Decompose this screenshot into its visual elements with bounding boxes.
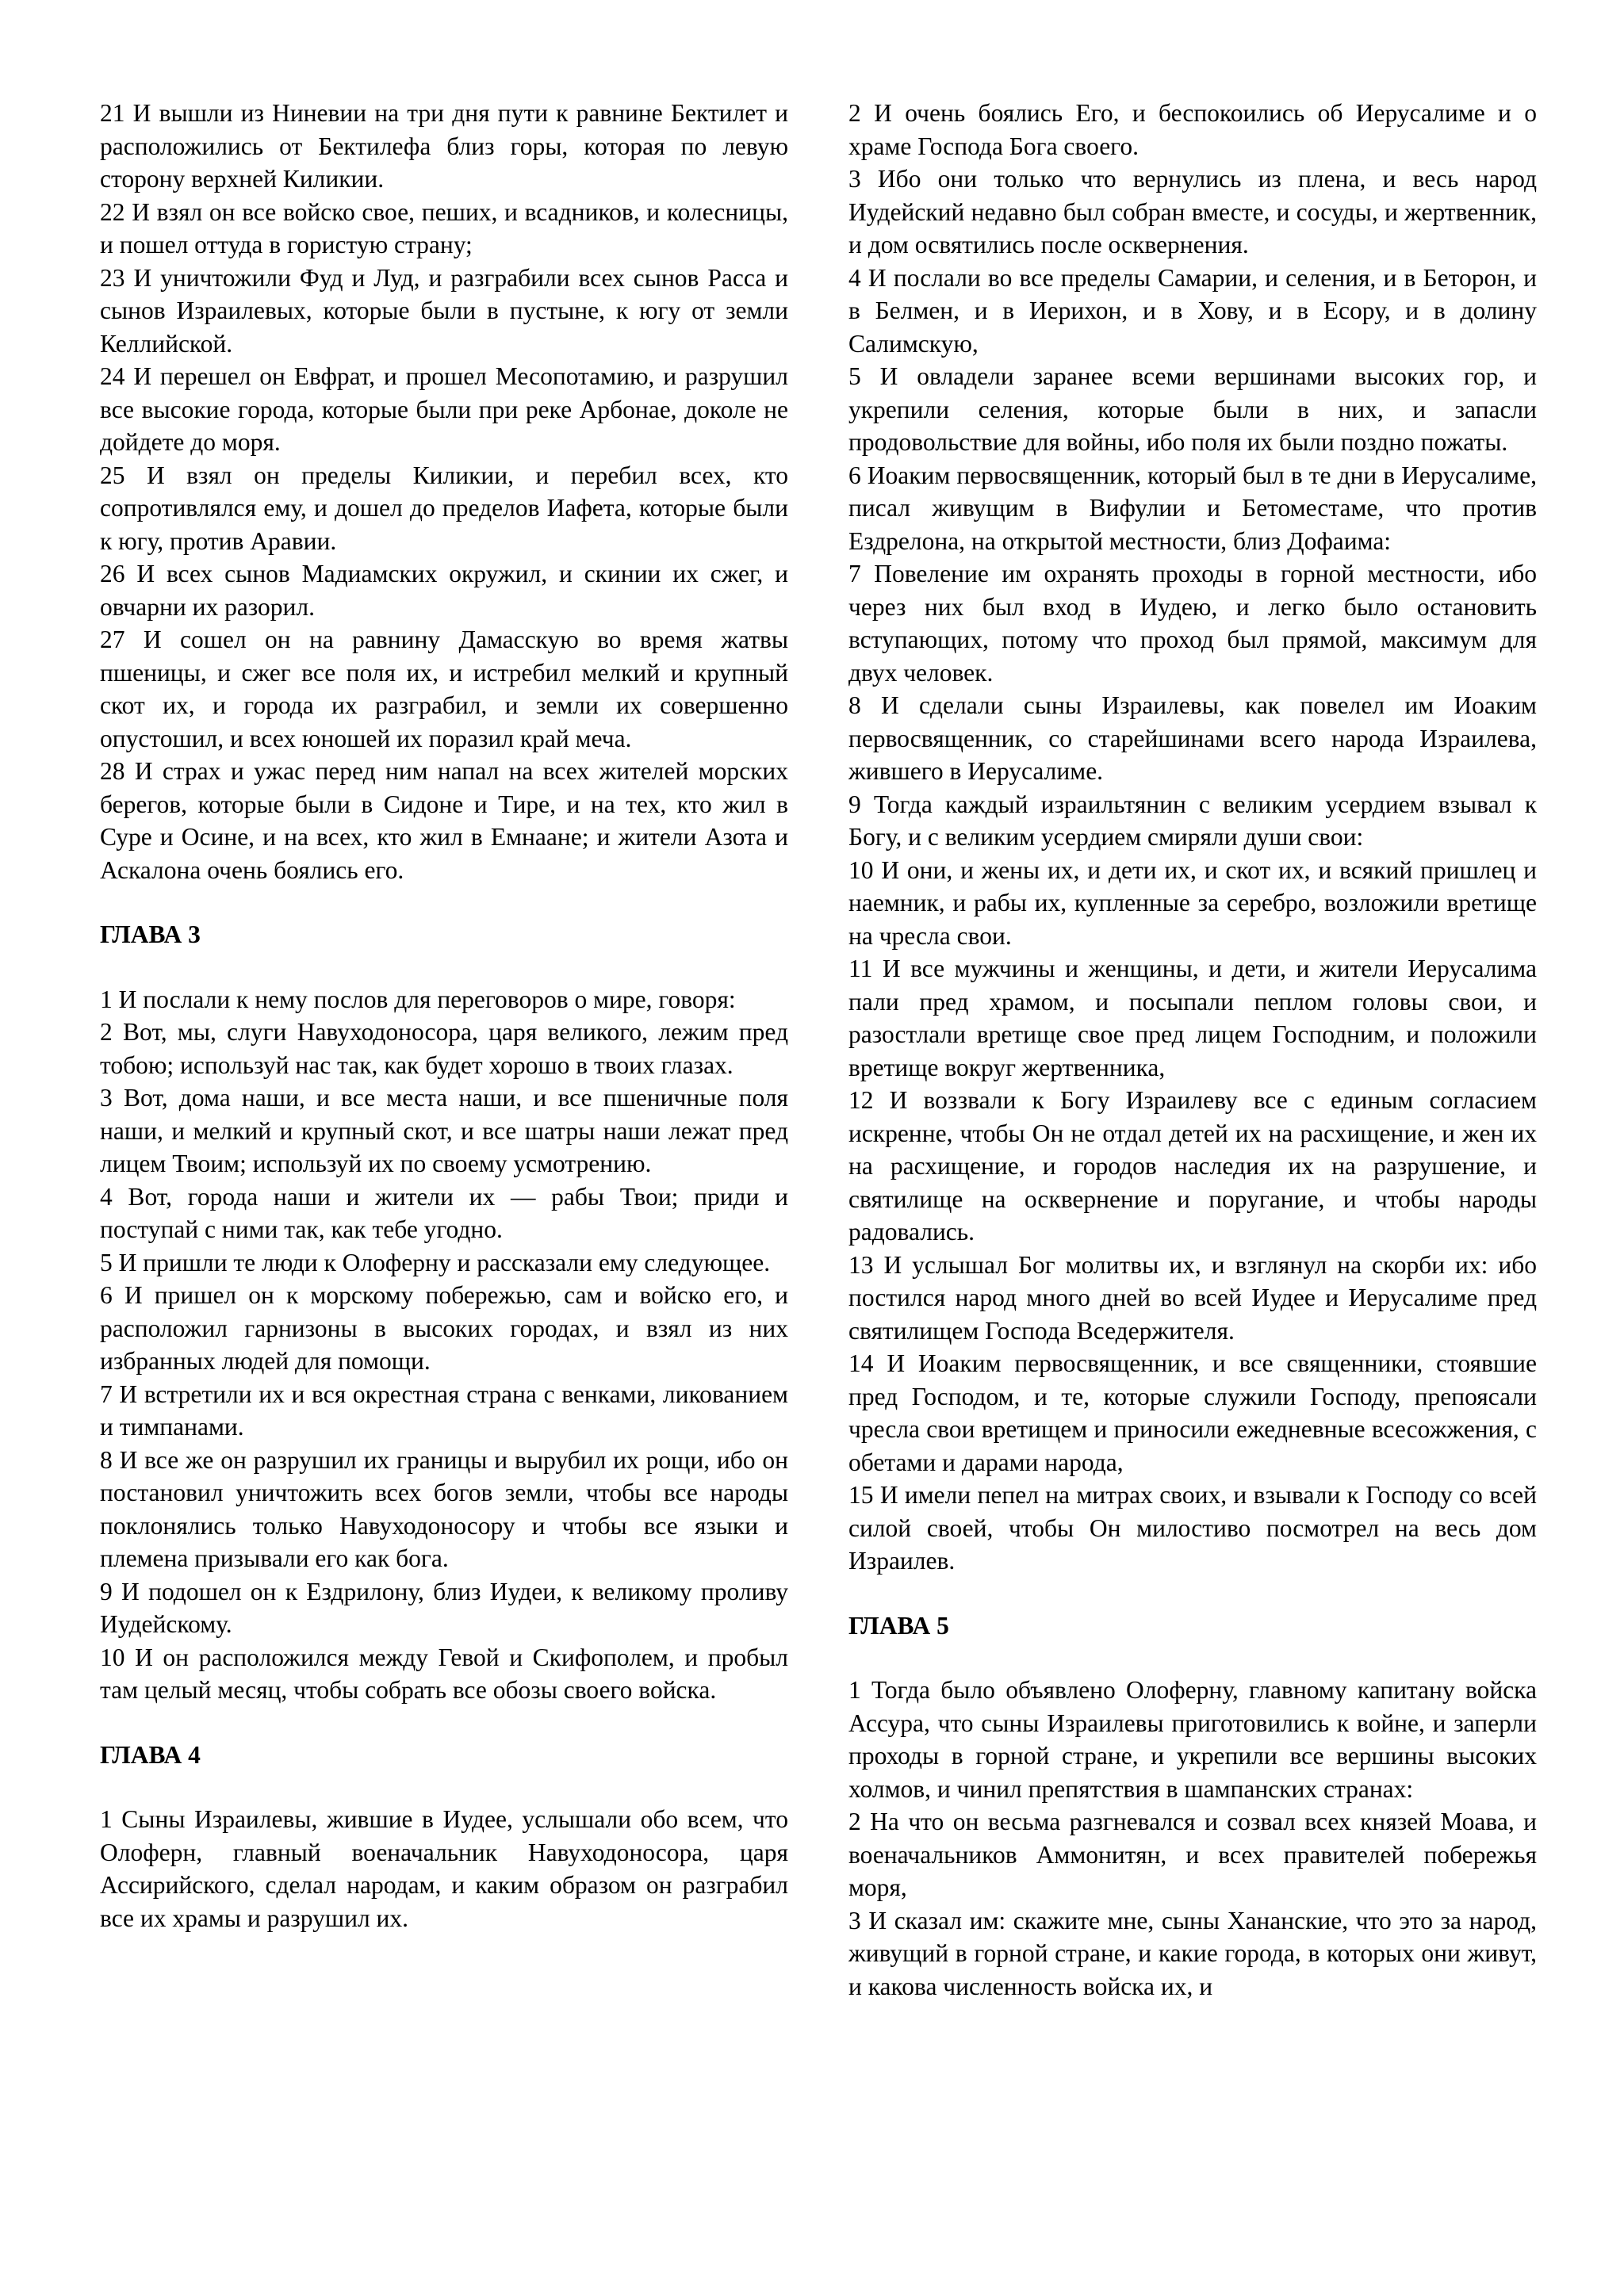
verse: 8 И все же он разрушил их границы и вырубил их рощи, ибо он постановил уничтожить всех богов земли, чтобы все народы поклонялись только Навуходоносору и чтобы все языки и племена призывали его как бога. — [100, 1445, 788, 1572]
chapter-heading: ГЛАВА 4 — [100, 1740, 201, 1769]
verse: 1 Тогда было объявлено Олоферну, главному капитану войска Ассура, что сыны Израилевы приготовились к войне, и заперли проходы в горной стране, и укрепили все вершины высоких холмов, и чинил препятствия в шампанских странах: — [848, 1676, 1537, 1803]
verse: 5 И овладели заранее всеми вершинами высоких гор, и укрепили селения, которые были в них, и запасли продовольствие для войны, ибо поля их были поздно пожаты. — [848, 362, 1537, 456]
left-column — [100, 97, 788, 1934]
verse: 3 Ибо они только что вернулись из плена, и весь народ Иудейский недавно был собран вместе, и сосуды, и жертвенник, и дом освятились после осквернения. — [848, 165, 1537, 258]
verse: 4 Вот, города наши и жители их — рабы Твои; приди и поступай с ними так, как тебе угодно. — [100, 1182, 788, 1243]
verse: 2 И очень боялись Его, и беспокоились об Иерусалиме и о храме Господа Бога своего. — [848, 99, 1537, 160]
verses-group-left-c — [100, 1803, 788, 1934]
verses-group-right-a — [848, 97, 1537, 1578]
verse: 2 На что он весьма разгневался и созвал всех князей Моава, и военачальников Аммонитян, и всех правителей побережья моря, — [848, 1808, 1537, 1901]
verse: 11 И все мужчины и женщины, и дети, и жители Иерусалима пали пред храмом, и посыпали пеплом головы свои, и разостлали вретище свое пред лицем Господним, и положили вретище вокруг жертвенника, — [848, 955, 1537, 1081]
verse: 3 И сказал им: скажите мне, сыны Хананские, что это за народ, живущий в горной стране, и какие города, в которых они живут, и какова численность войска их, и — [848, 1906, 1537, 2000]
chapter-heading: ГЛАВА 5 — [848, 1611, 949, 1640]
verse: 7 И встретили их и вся окрестная страна с венками, ликованием и тимпанами. — [100, 1380, 788, 1441]
verse: 7 Повеление им охранять проходы в горной местности, ибо через них был вход в Иудею, и легко было остановить вступающих, потому что проход был прямой, максимум для двух человек. — [848, 560, 1537, 687]
verse: 3 Вот, дома наши, и все места наши, и все пшеничные поля наши, и мелкий и крупный скот, и все шатры наши лежат пред лицем Твоим; используй их по своему усмотрению. — [100, 1084, 788, 1177]
verse: 22 И взял он все войско свое, пеших, и всадников, и колесницы, и пошел оттуда в гористую страну; — [100, 197, 788, 258]
right-column — [848, 97, 1537, 2003]
verse: 15 И имели пепел на митрах своих, и взывали к Господу со всей силой своей, чтобы Он милостиво посмотрел на весь дом Израилев. — [848, 1481, 1537, 1575]
verse: 1 Сыны Израилевы, жившие в Иудее, услышали обо всем, что Олоферн, главный военачальник Навуходоносора, царя Ассирийского, сделал народам, и каким образом он разграбил все их храмы и разрушил их. — [100, 1805, 788, 1932]
verse: 26 И всех сынов Мадиамских окружил, и скинии их сжег, и овчарни их разорил. — [100, 560, 788, 621]
verse: 10 И они, и жены их, и дети их, и скот их, и всякий пришлец и наемник, и рабы их, купленные за серебро, возложили вретище на чресла свои. — [848, 855, 1537, 950]
verse: 10 И он расположился между Гевой и Скифополем, и пробыл там целый месяц, чтобы собрать все обозы своего войска. — [100, 1643, 788, 1704]
verse: 23 И уничтожили Фуд и Луд, и разграбили всех сынов Расса и сынов Израилевых, которые были в пустыне, к югу от земли Келлийской. — [100, 263, 788, 358]
verse: 13 И услышал Бог молитвы их, и взглянул на скорби их: ибо постился народ много дней во всей Иудее и Иерусалиме пред святилищем Господа Вседержителя. — [848, 1250, 1537, 1345]
verse: 8 И сделали сыны Израилевы, как повелел им Иоаким первосвященник, со старейшинами всего народа Израилева, жившего в Иерусалиме. — [848, 691, 1537, 785]
verse: 25 И взял он пределы Киликии, и перебил всех, кто сопротивлялся ему, и дошел до пределов Иафета, которые были к югу, против Аравии. — [100, 461, 788, 555]
verse: 6 Иоаким первосвященник, который был в те дни в Иерусалиме, писал живущим в Вифулии и Бетоместаме, что против Ездрелона, на открытой местности, близ Дофаима: — [848, 461, 1537, 555]
verse: 6 И пришел он к морскому побережью, сам и войско его, и расположил гарнизоны в высоких городах, и взял из них избранных людей для помощи. — [100, 1281, 788, 1375]
verse: 24 И перешел он Евфрат, и прошел Месопотамию, и разрушил все высокие города, которые были при реке Арбонае, доколе не дойдете до моря. — [100, 362, 788, 456]
verse: 9 Тогда каждый израильтянин с великим усердием взывал к Богу, и с великим усердием смиряли души свои: — [848, 790, 1537, 851]
verse: 14 И Иоаким первосвященник, и все священники, стоявшие пред Господом, и те, которые служили Господу, препоясали чресла свои вретищем и приносили ежедневные всесожжения, с обетами и дарами народа, — [848, 1349, 1537, 1476]
chapter-heading: ГЛАВА 3 — [100, 920, 201, 948]
verse: 27 И сошел он на равнину Дамасскую во время жатвы пшеницы, и сжег все поля их, и истребил мелкий и крупный скот их, и города их разграбил, и земли их совершенно опустошил, и всех юношей их поразил край меча. — [100, 626, 788, 752]
verse: 4 И послали во все пределы Самарии, и селения, и в Беторон, и в Белмен, и в Иерихон, и в Хову, и в Есору, и в долину Салимскую, — [848, 263, 1537, 358]
verse: 21 И вышли из Ниневии на три дня пути к равнине Бектилет и расположились от Бектилефа близ горы, которая по левую сторону верхней Киликии. — [100, 99, 788, 193]
verses-group-left-b — [100, 983, 788, 1707]
verse: 28 И страх и ужас перед ним напал на всех жителей морских берегов, которые были в Сидоне и Тире, и на тех, кто жил в Суре и Осине, и на всех, кто жил в Емнаане; и жители Азота и Аскалона очень боялись его. — [100, 757, 788, 884]
verse: 2 Вот, мы, слуги Навуходоносора, царя великого, лежим пред тобою; используй нас так, как будет хорошо в твоих глазах. — [100, 1018, 788, 1079]
verse: 1 И послали к нему послов для переговоров о мире, говоря: — [100, 985, 736, 1013]
verse: 9 И подошел он к Ездрилону, близ Иудеи, к великому проливу Иудейскому. — [100, 1577, 788, 1638]
verses-group-left-a — [100, 97, 788, 886]
verse: 12 И воззвали к Богу Израилеву все с единым согласием искренне, чтобы Он не отдал детей их на расхищение, и жен их на расхищение, и городов наследия их на разрушение, и святилище на осквернение и поругание, и чтобы народы радовались. — [848, 1086, 1537, 1246]
verse: 5 И пришли те люди к Олоферну и рассказали ему следующее. — [100, 1248, 771, 1276]
verses-group-right-b — [848, 1674, 1537, 2003]
